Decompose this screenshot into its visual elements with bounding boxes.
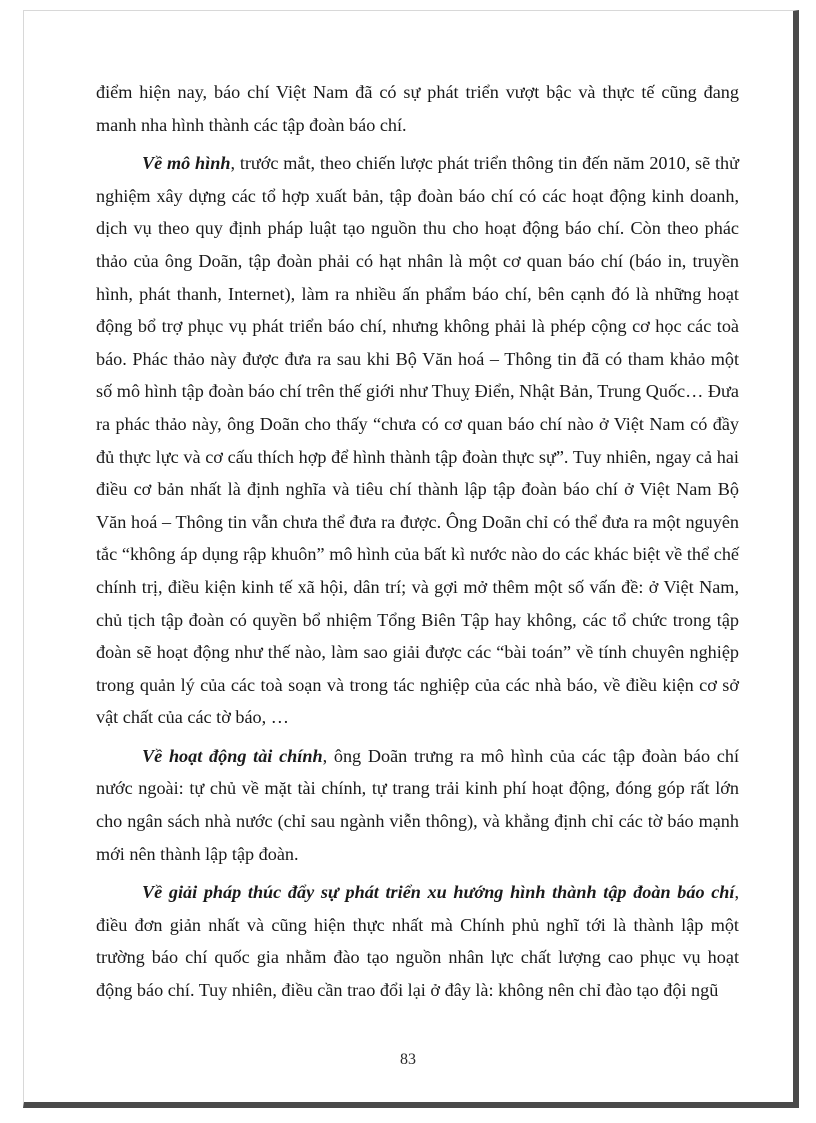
paragraph-lead: Về giải pháp thúc đẩy sự phát triển xu hướng hình thành tập đoàn báo chí [142, 882, 735, 903]
paragraph-intro [96, 76, 739, 141]
paragraph-text: , điều đơn giản nhất và cũng hiện thực nhất mà Chính phủ nghĩ tới là thành lập một trường báo chí quốc gia nhằm đào tạo nguồn nhân lực chất lượng cao phục vụ hoạt động báo chí. Tuy nhiên, điều cần trao đổi lại ở đây là: không nên chỉ đào tạo đội ngũ [96, 882, 739, 1001]
paragraph-text: , ông Doãn trưng ra mô hình của các tập đoàn báo chí nước ngoài: tự chủ về mặt tài chính, tự trang trải kinh phí hoạt động, đóng góp rất lớn cho ngân sách nhà nước (chỉ sau ngành viễn thông), và khẳng định chỉ các tờ báo mạnh mới nên thành lập tập đoàn. [96, 745, 739, 864]
paragraph-finance [96, 740, 739, 870]
paragraph-text: điểm hiện nay, báo chí Việt Nam đã có sự phát triển vượt bậc và thực tế cũng đang manh nha hình thành các tập đoàn báo chí. [96, 82, 739, 135]
document-body [96, 76, 739, 1007]
paragraph-lead: Về mô hình [142, 153, 231, 174]
page-number: 83 [400, 1051, 416, 1068]
paragraph-solution [96, 876, 739, 1006]
paragraph-lead: Về hoạt động tài chính [142, 745, 323, 766]
paragraph-text: , trước mắt, theo chiến lược phát triển thông tin đến năm 2010, sẽ thử nghiệm xây dựng các tổ hợp xuất bản, tập đoàn báo chí có các hoạt động kinh doanh, dịch vụ theo quy định pháp luật tạo nguồn thu cho hoạt động báo chí. Còn theo phác thảo của ông Doãn, tập đoàn phải có hạt nhân là một cơ quan báo chí (báo in, truyền hình, phát thanh, Internet), làm ra nhiều ấn phẩm báo chí, bên cạnh đó là những hoạt động bổ trợ phục vụ phát triển báo chí, nhưng không phải là phép cộng cơ học các toà báo. Phác thảo này được đưa ra sau khi Bộ Văn hoá – Thông tin đã có tham khảo một số mô hình tập đoàn báo chí trên thế giới như Thuỵ Điển, Nhật Bản, Trung Quốc… Đưa ra phác thảo này, ông Doãn cho thấy “chưa có cơ quan báo chí nào ở Việt Nam có đầy đủ thực lực và cơ cấu thích hợp để hình thành tập đoàn thực sự”. Tuy nhiên, ngay cả hai điều cơ bản nhất là định nghĩa và tiêu chí thành lập tập đoàn báo chí ở Việt Nam Bộ Văn hoá – Thông tin vẫn chưa thể đưa ra được. Ông Doãn chỉ có thể đưa ra một nguyên tắc “không áp dụng rập khuôn” mô hình của bất kì nước nào do các khác biệt về thể chế chính trị, điều kiện kinh tế xã hội, dân trí; và gợi mở thêm một số vấn đề: ở Việt Nam, chủ tịch tập đoàn có quyền bổ nhiệm Tổng Biên Tập hay không, các tổ chức trong tập đoàn sẽ hoạt động như thế nào, làm sao giải được các “bài toán” về tính chuyên nghiệp trong quản lý của các toà soạn và trong tác nghiệp của các nhà báo, về điều kiện cơ sở vật chất của các tờ báo, … [96, 153, 740, 728]
paragraph-model [96, 147, 739, 734]
